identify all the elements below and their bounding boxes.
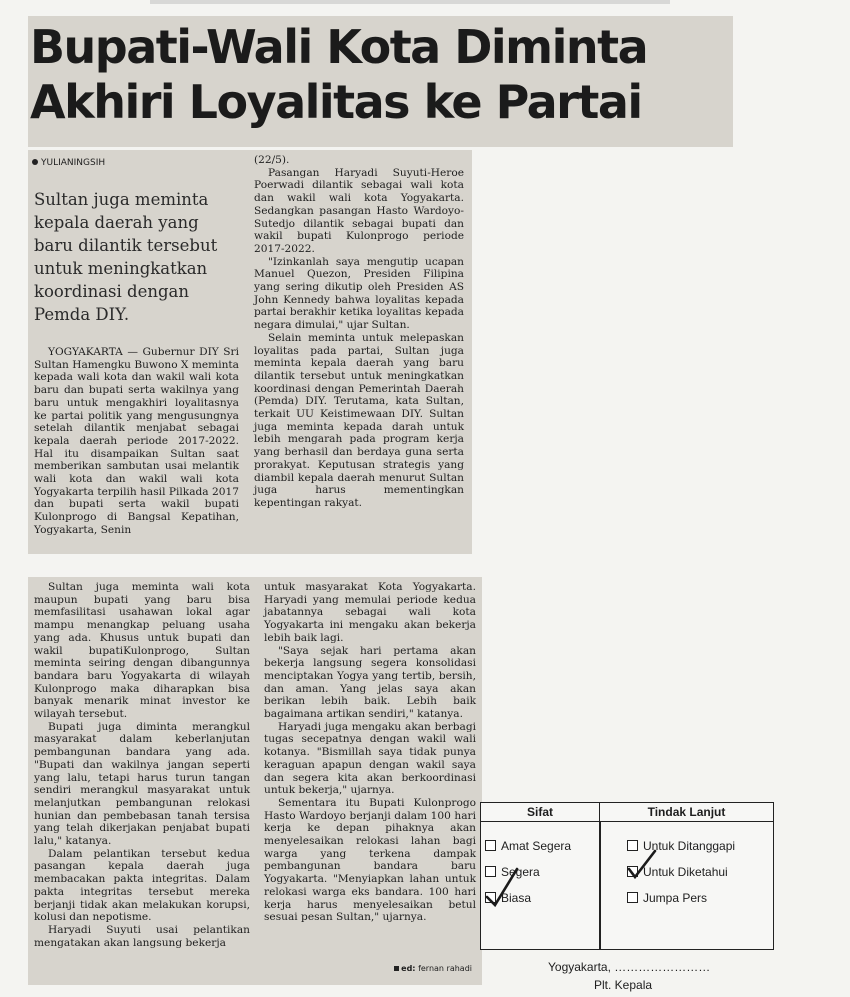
option-label: Untuk Ditanggapi — [643, 839, 736, 853]
paragraph: Sementara itu Bupati Kulonprogo Hasto Wardoyo berjanji dalam 100 hari kerja ke depan pihaknya akan menyelesaikan relokasi lahan bagi warga yang terkena dampak pembangunan bandara baru Yogyakarta. "Menyiapkan lahan untuk relokasi warga eks bandara. 100 hari kerja harus menyelesaikan betul sesuai pesan Sultan," ujarnya. — [264, 796, 476, 924]
checkmark-icon — [483, 865, 523, 909]
headline — [30, 20, 647, 130]
footer-role: Plt. Kepala — [594, 978, 653, 992]
disposition-table — [480, 802, 774, 950]
paragraph: Dalam pelantikan tersebut kedua pasangan kepala daerah juga membacakan pakta integritas. Dalam pakta integritas tersebut mereka berjanji tidak akan melakukan korupsi, kolusi dan nepotisme. — [34, 847, 250, 924]
byline — [32, 158, 105, 168]
column-4 — [264, 581, 476, 924]
table-divider — [599, 821, 601, 949]
bullet-icon — [32, 159, 38, 165]
tindak-lanjut-header: Tindak Lanjut — [600, 803, 773, 822]
article-bottom-clip — [28, 577, 482, 985]
headline-line-1: Bupati-Wali Kota Diminta — [30, 20, 648, 74]
paragraph: Haryadi Suyuti usai pelantikan mengatakan akan langsung bekerja — [34, 923, 250, 949]
headline-clip — [28, 16, 733, 147]
lead-paragraph: Sultan juga meminta kepala daerah yang baru dilantik tersebut untuk meningkatkan koordinasi dengan Pemda DIY. — [34, 190, 218, 324]
paragraph: "Izinkanlah saya mengutip ucapan Manuel Quezon, Presiden Filipina yang sering dikutip oleh Presiden AS John Kennedy bahwa loyalitas kepada partai berakhir ketika loyalitas kepada negara dimulai," ujar Sultan. — [254, 255, 464, 332]
option-label: Biasa — [501, 891, 532, 905]
editor-credit — [394, 964, 472, 973]
option-label: Jumpa Pers — [643, 891, 708, 905]
column-3 — [34, 581, 250, 949]
checkbox-icon[interactable] — [627, 892, 638, 903]
article-top-clip — [28, 150, 472, 554]
checkmark-icon — [625, 847, 661, 881]
column-2 — [254, 154, 464, 510]
author-name: YULIANINGSIH — [41, 158, 106, 168]
footer-place-date: Yogyakarta, …………………… — [548, 960, 711, 974]
editor-prefix: ed: — [401, 964, 416, 973]
checkbox-icon[interactable] — [485, 840, 496, 851]
editor-name: fernan rahadi — [418, 964, 472, 973]
paragraph: "Saya sejak hari pertama akan bekerja langsung segera konsolidasi menciptakan Yogya yang tertib, bersih, dan aman. Yang jelas saya akan berikan lebih baik. Lebih baik bagaimana artikan sendiri," katanya. — [264, 644, 476, 721]
paragraph: Sultan juga meminta wali kota maupun bupati yang baru bisa memfasilitasi usahawan lokal agar mampu menangkap peluang usaha yang ada. Khusus untuk bupati dan wakil bupatiKulonprogo, Sultan meminta seiring dengan dibangunnya bandara baru Yogyakarta di wilayah Kulonprogo maka diharapkan bisa banyak menarik minat investor ke wilayah tersebut. — [34, 581, 250, 721]
option-label: Untuk Diketahui — [643, 865, 728, 879]
option-label: Amat Segera — [501, 839, 572, 853]
paragraph: Selain meminta untuk melepaskan loyalitas pada partai, Sultan juga meminta kepala daerah yang baru dilantik tersebut untuk meningkatkan koordinasi dengan Pemerintah Daerah (Pemda) DIY. Terutama, kata Sultan, terkait UU Keistimewaan DIY. Sultan juga meminta kepada darah untuk lebih mengarah pada program kerja yang berhasil dan berdaya guna serta prorakyat. Keputusan strategis yang diambil kepala daerah menurut Sultan juga harus mementingkan kepentingan rakyat. — [254, 331, 464, 509]
paragraph: Pasangan Haryadi Suyuti-Heroe Poerwadi dilantik sebagai wali kota dan wakil wali kota Yogyakarta. Sedangkan pasangan Hasto Wardoyo-Sutedjo dilantik sebagai bupati dan wakil bupati Kulonprogo periode 2017-2022. — [254, 166, 464, 255]
paragraph: Bupati juga diminta merangkul masyarakat dalam keberlanjutan pembangunan bandara yang ada. "Bupati dan wakilnya jangan seperti yang lalu, tetapi harus turun tangan sendiri merangkul masyarakat untuk melanjutkan pembangunan relokasi hunian dan pembebasan tanah tersisa yang telah dikerjakan penjabat bupati lalu," katanya. — [34, 720, 250, 848]
option-jumpa-pers[interactable] — [627, 891, 707, 905]
paragraph: untuk masyarakat Kota Yogyakarta. Haryadi yang memulai periode kedua jabatannya sebagai wali kota Yogyakarta ini mengaku akan bekerja lebih baik lagi. — [264, 581, 476, 644]
option-label: Segera — [501, 865, 540, 879]
scan-top-edge — [150, 0, 670, 4]
paragraph: (22/5). — [254, 154, 290, 166]
square-icon — [394, 966, 399, 971]
sifat-header: Sifat — [481, 803, 600, 822]
column-1 — [34, 346, 239, 537]
headline-line-2: Akhiri Loyalitas ke Partai — [30, 75, 642, 129]
paragraph: Haryadi juga mengaku akan berbagi tugas secepatnya dengan wakil wali kotanya. "Bismillah saya tidak punya keraguan apapun dengan wakil saya dan segera kita akan berkoordinasi untuk bekerja," ujarnya. — [264, 720, 476, 797]
option-amat-segera[interactable] — [485, 839, 571, 853]
paragraph: YOGYAKARTA — Gubernur DIY Sri Sultan Hamengku Buwono X meminta kepada wali kota dan wakil wali kota baru dan bupati serta wakilnya yang baru untuk mengakhiri loyalitasnya ke partai politik yang mengusungnya setelah dilantik menjabat sebagai kepala daerah periode 2017-2022. Hal itu disampaikan Sultan saat memberikan sambutan usai melantik wali kota dan wakil wali kota Yogyakarta terpilih hasil Pilkada 2017 dan bupati serta wakil bupati Kulonprogo di Bangsal Kepatihan, Yogyakarta, Senin — [34, 346, 239, 536]
